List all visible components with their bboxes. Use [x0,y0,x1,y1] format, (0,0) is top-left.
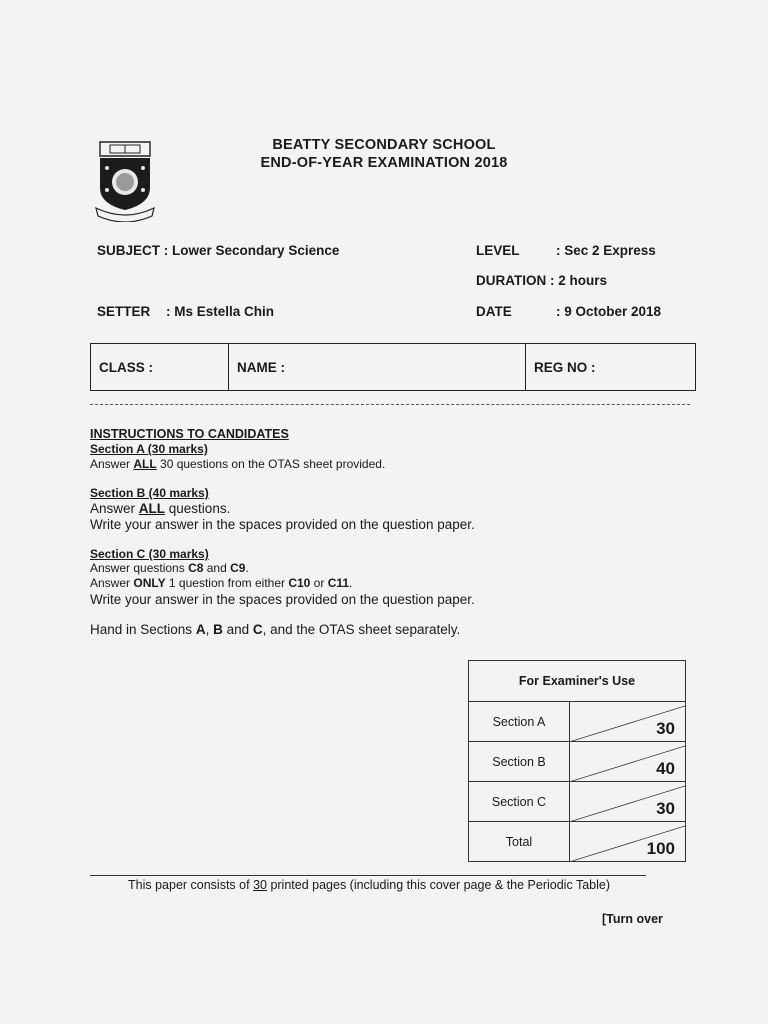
date-value: : 9 October 2018 [556,304,662,319]
name-field[interactable]: NAME : [229,344,526,390]
text: and [203,561,231,575]
section-c-title: Section C (30 marks) [90,547,209,561]
text: Answer questions [90,561,189,575]
emphasis: C8 [188,561,204,575]
subject-value: Lower Secondary Science [172,243,340,258]
row-marks: 40 [656,759,675,778]
text: . [245,561,249,575]
row-label: Total [469,822,570,862]
emphasis: B [213,622,223,637]
subject-label: SUBJECT : [97,243,169,258]
divider [90,404,690,405]
section-c-instruction-2 [90,576,352,590]
text: This paper consists of [128,878,254,892]
turn-over-note: [Turn over [602,912,663,926]
row-label: Section A [469,702,570,742]
text: Answer [90,457,134,471]
examiner-use-table [468,660,686,862]
emphasis: C10 [288,576,311,590]
row-label: Section B [469,742,570,782]
level-label: LEVEL [476,243,520,258]
text: , and the OTAS sheet separately. [262,622,461,637]
hand-in-instruction [90,622,460,637]
section-a-instruction [90,457,385,471]
section-c-instruction-3: Write your answer in the spaces provided on the question paper. [90,592,475,607]
section-a-title: Section A (30 marks) [90,442,208,456]
emphasis: ALL [138,501,166,516]
section-b-instruction-2: Write your answer in the spaces provided on the question paper. [90,517,475,532]
setter-value: : Ms Estella Chin [166,304,275,319]
examiner-row-section-c [469,781,685,822]
emphasis: C9 [230,561,246,575]
duration-line [476,273,607,288]
level-value: : Sec 2 Express [556,243,656,258]
row-marks: 100 [646,839,675,858]
subject-line [97,243,339,258]
candidate-id-box [90,343,696,391]
footer-rule [90,875,646,876]
text: and [222,622,253,637]
row-marks: 30 [656,719,675,738]
emphasis: A [195,622,206,637]
text: 1 question from either [165,576,289,590]
page-count-note [128,878,610,892]
examiner-row-total [469,821,685,862]
text: or [310,576,328,590]
class-field[interactable]: CLASS : [91,344,229,390]
section-b-instruction-1 [90,501,230,516]
school-name: BEATTY SECONDARY SCHOOL [272,137,496,153]
emphasis: C11 [327,576,350,590]
text: printed pages (including this cover page & the Periodic Table) [266,878,610,892]
page-count: 30 [253,878,267,892]
row-label: Section C [469,782,570,822]
emphasis: ALL [133,457,157,471]
text: Hand in Sections [90,622,196,637]
instructions-heading: INSTRUCTIONS TO CANDIDATES [90,427,289,441]
text: , [205,622,214,637]
setter-label: SETTER [97,304,151,319]
emphasis: C [252,622,263,637]
text: questions. [165,501,231,516]
examiner-table-title: For Examiner's Use [518,674,636,688]
date-label: DATE [476,304,512,319]
examiner-row-section-b [469,741,685,782]
section-c-instruction-1 [90,561,249,575]
text: 30 questions on the OTAS sheet provided. [156,457,386,471]
exam-title: END-OF-YEAR EXAMINATION 2018 [260,155,508,171]
emphasis: ONLY [133,576,166,590]
text: . [349,576,353,590]
duration-value: 2 hours [558,273,608,288]
row-marks: 30 [656,799,675,818]
text: Answer [90,576,134,590]
section-b-title: Section B (40 marks) [90,486,209,500]
reg-no-field[interactable]: REG NO : [534,359,596,375]
text: Answer [90,501,139,516]
duration-label: DURATION : [476,273,555,288]
examiner-row-section-a [469,701,685,742]
